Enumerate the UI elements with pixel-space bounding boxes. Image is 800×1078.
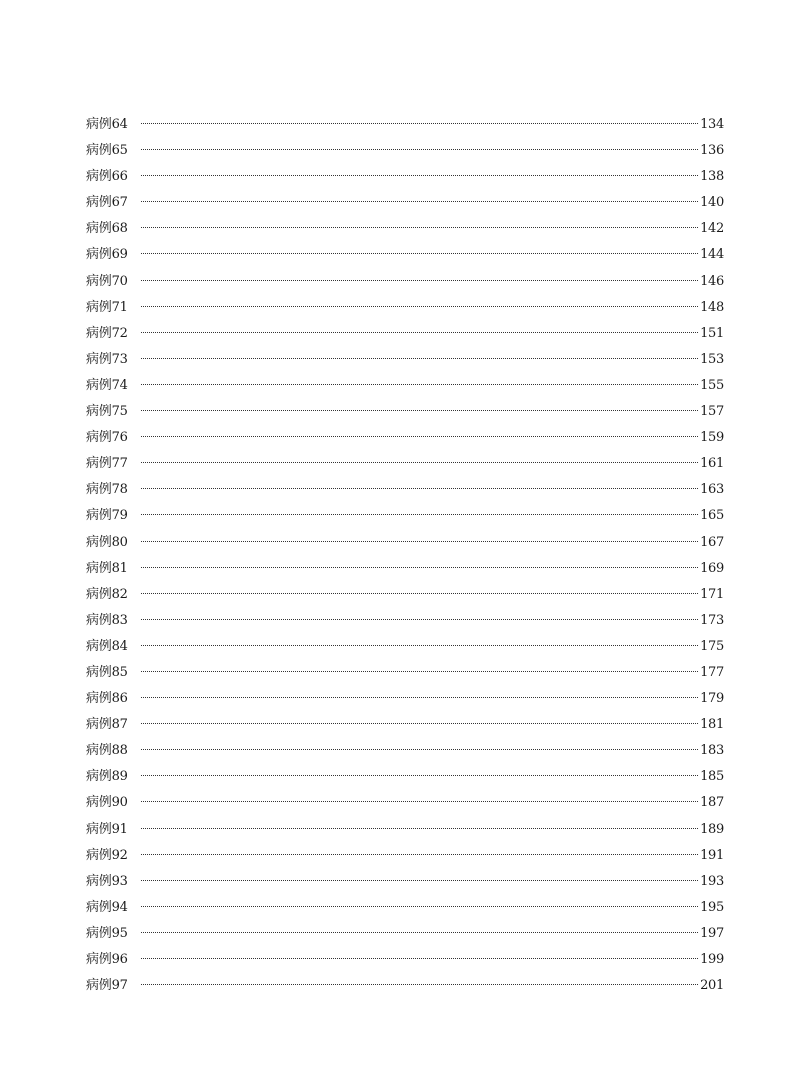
toc-entry-label: 病例73 <box>86 351 128 367</box>
toc-entry[interactable] <box>86 817 724 843</box>
toc-entry[interactable] <box>86 242 724 268</box>
dot-leader <box>141 593 698 594</box>
toc-entry[interactable] <box>86 190 724 216</box>
toc-entry-label: 病例82 <box>86 586 128 602</box>
toc-entry-label: 病例69 <box>86 247 128 263</box>
toc-entry-label: 病例80 <box>86 534 128 550</box>
toc-entry-label: 病例86 <box>86 691 128 707</box>
toc-entry-page-number: 177 <box>700 664 724 680</box>
dot-leader <box>141 253 698 254</box>
toc-entry-label: 病例83 <box>86 612 128 628</box>
dot-leader <box>141 436 698 437</box>
toc-entry[interactable] <box>86 869 724 895</box>
dot-leader <box>141 123 698 124</box>
toc-entry[interactable] <box>86 295 724 321</box>
dot-leader <box>141 958 698 959</box>
toc-entry-page-number: 175 <box>700 638 724 654</box>
toc-entry-label: 病例85 <box>86 664 128 680</box>
dot-leader <box>141 280 698 281</box>
dot-leader <box>141 697 698 698</box>
toc-entry[interactable] <box>86 634 724 660</box>
toc-entry-page-number: 144 <box>700 247 724 263</box>
dot-leader <box>141 410 698 411</box>
toc-entry-label: 病例92 <box>86 847 128 863</box>
toc-entry[interactable] <box>86 895 724 921</box>
toc-entry-page-number: 140 <box>700 195 724 211</box>
dot-leader <box>141 645 698 646</box>
toc-entry-page-number: 151 <box>700 325 724 341</box>
toc-entry-label: 病例77 <box>86 456 128 472</box>
dot-leader <box>141 227 698 228</box>
toc-entry-label: 病例70 <box>86 273 128 289</box>
toc-entry-page-number: 195 <box>700 899 724 915</box>
dot-leader <box>141 332 698 333</box>
toc-entry-label: 病例74 <box>86 377 128 393</box>
dot-leader <box>141 723 698 724</box>
toc-entry-label: 病例72 <box>86 325 128 341</box>
toc-entry[interactable] <box>86 843 724 869</box>
toc-entry-label: 病例91 <box>86 821 128 837</box>
toc-entry[interactable] <box>86 477 724 503</box>
toc-entry-label: 病例71 <box>86 299 128 315</box>
toc-entry-page-number: 185 <box>700 769 724 785</box>
toc-entry-page-number: 146 <box>700 273 724 289</box>
toc-entry-page-number: 171 <box>700 586 724 602</box>
dot-leader <box>141 984 698 985</box>
toc-entry[interactable] <box>86 503 724 529</box>
toc-entry[interactable] <box>86 582 724 608</box>
toc-entry-label: 病例65 <box>86 143 128 159</box>
toc-entry-page-number: 136 <box>700 143 724 159</box>
dot-leader <box>141 619 698 620</box>
toc-entry[interactable] <box>86 973 724 999</box>
dot-leader <box>141 854 698 855</box>
toc-entry-page-number: 181 <box>700 717 724 733</box>
dot-leader <box>141 775 698 776</box>
toc-entry-page-number: 159 <box>700 430 724 446</box>
toc-entry-page-number: 169 <box>700 560 724 576</box>
toc-entry-label: 病例95 <box>86 925 128 941</box>
dot-leader <box>141 749 698 750</box>
toc-entry[interactable] <box>86 712 724 738</box>
toc-entry-page-number: 153 <box>700 351 724 367</box>
toc-entry-page-number: 157 <box>700 404 724 420</box>
toc-entry-label: 病例87 <box>86 717 128 733</box>
toc-entry[interactable] <box>86 790 724 816</box>
dot-leader <box>141 671 698 672</box>
toc-entry-label: 病例84 <box>86 638 128 654</box>
toc-entry-label: 病例89 <box>86 769 128 785</box>
toc-entry[interactable] <box>86 425 724 451</box>
dot-leader <box>141 462 698 463</box>
toc-entry-label: 病例75 <box>86 404 128 420</box>
toc-entry-page-number: 138 <box>700 169 724 185</box>
dot-leader <box>141 801 698 802</box>
toc-entry-page-number: 165 <box>700 508 724 524</box>
toc-entry-label: 病例93 <box>86 873 128 889</box>
toc-entry[interactable] <box>86 164 724 190</box>
toc-entry-page-number: 155 <box>700 377 724 393</box>
dot-leader <box>141 149 698 150</box>
toc-entry[interactable] <box>86 321 724 347</box>
toc-entry[interactable] <box>86 269 724 295</box>
dot-leader <box>141 514 698 515</box>
toc-entry-page-number: 187 <box>700 795 724 811</box>
toc-entry-label: 病例94 <box>86 899 128 915</box>
toc-entry-page-number: 183 <box>700 743 724 759</box>
toc-entry-page-number: 134 <box>700 117 724 132</box>
toc-entry-label: 病例68 <box>86 221 128 237</box>
toc-entry[interactable] <box>86 347 724 373</box>
toc-entry-label: 病例90 <box>86 795 128 811</box>
toc-entry-label: 病例81 <box>86 560 128 576</box>
toc-entry-page-number: 199 <box>700 952 724 967</box>
toc-entry-label: 病例76 <box>86 430 128 446</box>
dot-leader <box>141 358 698 359</box>
toc-entry[interactable] <box>86 947 724 973</box>
dot-leader <box>141 175 698 176</box>
toc-entry[interactable] <box>86 764 724 790</box>
toc-entry-page-number: 142 <box>700 221 724 237</box>
dot-leader <box>141 384 698 385</box>
toc-entry[interactable] <box>86 216 724 242</box>
toc-entry[interactable] <box>86 738 724 764</box>
dot-leader <box>141 932 698 933</box>
dot-leader <box>141 306 698 307</box>
toc-entry[interactable] <box>86 451 724 477</box>
toc-entry-page-number: 197 <box>700 925 724 941</box>
toc-entry-label: 病例88 <box>86 743 128 759</box>
toc-entry-page-number: 179 <box>700 691 724 707</box>
dot-leader <box>141 828 698 829</box>
dot-leader <box>141 906 698 907</box>
toc-entry[interactable] <box>86 921 724 947</box>
toc-entry-label: 病例79 <box>86 508 128 524</box>
toc-entry-label: 病例96 <box>86 952 128 967</box>
toc-entry-page-number: 163 <box>700 482 724 498</box>
toc-entry[interactable] <box>86 660 724 686</box>
toc-entry-page-number: 148 <box>700 299 724 315</box>
toc-entry[interactable] <box>86 399 724 425</box>
table-of-contents <box>86 112 724 999</box>
toc-entry-page-number: 173 <box>700 612 724 628</box>
toc-entry[interactable] <box>86 686 724 712</box>
toc-entry-label: 病例64 <box>86 117 128 132</box>
toc-entry-page-number: 167 <box>700 534 724 550</box>
toc-entry-label: 病例97 <box>86 978 128 994</box>
toc-entry[interactable] <box>86 138 724 164</box>
dot-leader <box>141 880 698 881</box>
toc-entry-label: 病例67 <box>86 195 128 211</box>
toc-entry-page-number: 191 <box>700 847 724 863</box>
toc-entry[interactable] <box>86 112 724 138</box>
toc-entry-label: 病例78 <box>86 482 128 498</box>
toc-entry[interactable] <box>86 530 724 556</box>
toc-entry[interactable] <box>86 556 724 582</box>
dot-leader <box>141 488 698 489</box>
toc-entry-label: 病例66 <box>86 169 128 185</box>
toc-entry[interactable] <box>86 608 724 634</box>
dot-leader <box>141 201 698 202</box>
dot-leader <box>141 567 698 568</box>
toc-entry-page-number: 189 <box>700 821 724 837</box>
toc-entry-page-number: 201 <box>700 978 724 994</box>
toc-entry-page-number: 161 <box>700 456 724 472</box>
toc-entry-page-number: 193 <box>700 873 724 889</box>
toc-entry[interactable] <box>86 373 724 399</box>
dot-leader <box>141 541 698 542</box>
